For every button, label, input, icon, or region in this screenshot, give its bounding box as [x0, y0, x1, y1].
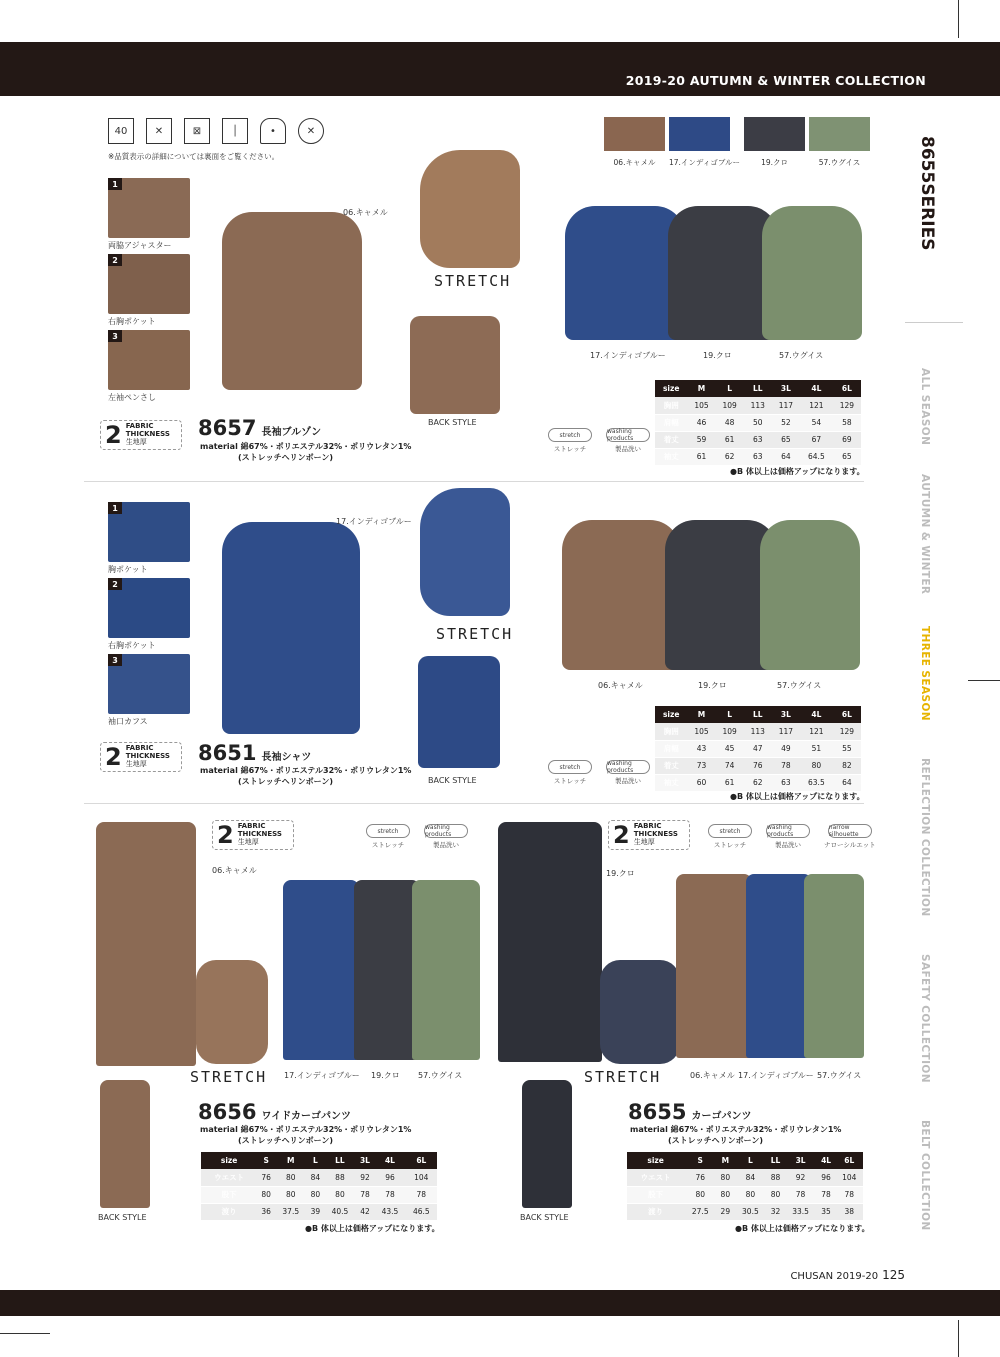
pants-green-image — [804, 874, 864, 1058]
product-title: 8657 長袖ブルゾン — [198, 416, 322, 440]
pants-green-image — [412, 880, 480, 1060]
swatch-green: 57.ウグイス — [809, 117, 870, 168]
pants-camel-image — [96, 822, 196, 1066]
tab-reflection-collection[interactable]: REFLECTION COLLECTION — [919, 758, 931, 917]
color-label: 57.ウグイス — [817, 1071, 862, 1080]
material: material 綿67%・ポリエステル32%・ポリウレタン1% (ストレッチヘリンボーン) — [200, 766, 412, 786]
back-style-label: BACK STYLE — [428, 418, 477, 427]
detail-2: 2 右胸ポケット — [108, 578, 190, 651]
wash-40-icon: 40 — [108, 118, 134, 144]
no-tumble-dry-icon: ⊠ — [184, 118, 210, 144]
jacket-camel-image — [222, 212, 362, 390]
stretch-icon: stretch — [366, 824, 410, 838]
stretch-pose-image — [420, 150, 520, 268]
size-table: size M L LL 3L 4L 6L 胸囲 105 109 113 117 121 129 肩幅 43 45 47 49 51 55 着丈 73 74 76 78 80 82 袖丈 60 61 62 63 63.5 64 — [655, 706, 861, 792]
shirt-green-image — [760, 520, 860, 670]
jacket-green-image — [762, 206, 862, 340]
shirt-camel-image — [562, 520, 680, 670]
feature-icons: stretch ストレッチ washing products 製品洗い — [366, 824, 468, 849]
jacket-color-label: 06.キャメル — [343, 208, 388, 217]
collection-title: 2019-20 AUTUMN & WINTER COLLECTION — [625, 73, 926, 88]
swatch-black: 19.クロ — [744, 117, 805, 168]
back-style-image — [522, 1080, 572, 1208]
stretch-label: STRETCH — [584, 1068, 662, 1086]
fabric-thickness-badge: 2 FABRIC THICKNESS 生地厚 — [212, 820, 294, 850]
detail-2: 2 右胸ポケット — [108, 254, 190, 327]
back-style-image — [100, 1080, 150, 1208]
product-title: 8655 カーゴパンツ — [628, 1100, 752, 1124]
detail-1: 1 両脇アジャスター — [108, 178, 190, 251]
color-label: 19.クロ — [703, 351, 732, 360]
footer-text: CHUSAN 2019-20 — [790, 1271, 879, 1282]
stretch-pose-image — [196, 960, 268, 1064]
pants-color-label: 19.クロ — [606, 869, 635, 878]
size-table: size M L LL 3L 4L 6L 胸囲 105 109 113 117 121 129 肩幅 46 48 50 52 54 58 着丈 59 61 63 65 67 69 袖丈 61 62 63 64 64.5 65 — [655, 380, 861, 466]
back-style-label: BACK STYLE — [98, 1213, 147, 1222]
back-style-label: BACK STYLE — [520, 1213, 569, 1222]
side-index — [905, 96, 965, 1260]
footer-bar — [0, 1290, 1000, 1316]
stretch-pose-image — [420, 488, 510, 616]
feature-icons: stretch ストレッチ washing products 製品洗い — [548, 760, 650, 785]
color-label: 57.ウグイス — [418, 1071, 463, 1080]
material: material 綿67%・ポリエステル32%・ポリウレタン1% (ストレッチヘリンボーン) — [200, 1125, 412, 1145]
stretch-label: STRETCH — [436, 625, 514, 643]
tab-three-season[interactable]: THREE SEASON — [919, 626, 931, 721]
color-label: 19.クロ — [371, 1071, 400, 1080]
no-dry-clean-icon: ✕ — [298, 118, 324, 144]
size-note: ●B 体以上は価格アップになります。 — [730, 792, 865, 801]
stretch-icon: stretch — [708, 824, 752, 838]
detail-1: 1 胸ポケット — [108, 502, 190, 575]
feature-icons: stretch ストレッチ washing products 製品洗い narrow silhouette ナローシルエット — [708, 824, 876, 849]
swatch-indigo: 17.インディゴブルー — [669, 117, 740, 168]
shirt-indigo-image — [222, 522, 360, 734]
pants-black-image — [498, 822, 602, 1062]
washing-icon: washing products — [766, 824, 810, 838]
material: material 綿67%・ポリエステル32%・ポリウレタン1% (ストレッチヘリンボーン) — [630, 1125, 842, 1145]
color-label: 06.キャメル — [690, 1071, 735, 1080]
tab-autumn-winter[interactable]: AUTUMN & WINTER — [919, 474, 931, 595]
color-label: 57.ウグイス — [779, 351, 824, 360]
no-bleach-icon: ✕ — [146, 118, 172, 144]
pants-indigo-image — [746, 874, 812, 1058]
jacket-indigo-image — [565, 206, 685, 340]
washing-icon: washing products — [424, 824, 468, 838]
color-swatches — [604, 117, 870, 168]
detail-3: 3 左袖ペンさし — [108, 330, 190, 403]
fabric-thickness-badge: 2 FABRIC THICKNESS 生地厚 — [608, 820, 690, 850]
size-table: size S M L LL 3L 4L 6L ウエスト 76 80 84 88 92 96 104 股下 80 80 80 80 78 78 78 渡り 36 37.5 39 40.5 42 43.5 46.5 — [201, 1152, 437, 1221]
series-label: 8655SERIES — [917, 136, 937, 251]
size-note: ●B 体以上は価格アップになります。 — [730, 467, 865, 476]
feature-icons: stretch ストレッチ washing products 製品洗い — [548, 428, 650, 453]
back-style-label: BACK STYLE — [428, 776, 477, 785]
detail-3: 3 袖口カフス — [108, 654, 190, 727]
page-number: 125 — [882, 1268, 905, 1282]
tab-safety-collection[interactable]: SAFETY COLLECTION — [919, 954, 931, 1083]
washing-icon: washing products — [606, 760, 650, 774]
stretch-icon: stretch — [548, 428, 592, 442]
back-style-image — [418, 656, 500, 768]
stretch-icon: stretch — [548, 760, 592, 774]
material: material 綿67%・ポリエステル32%・ポリウレタン1% (ストレッチヘリンボーン) — [200, 442, 412, 462]
shirt-color-label: 17.インディゴブルー — [336, 517, 412, 526]
care-icons — [108, 118, 324, 144]
color-label: 06.キャメル — [598, 681, 643, 690]
washing-icon: washing products — [606, 428, 650, 442]
hang-dry-icon: │ — [222, 118, 248, 144]
narrow-silhouette-icon: narrow silhouette — [828, 824, 872, 838]
swatch-camel: 06.キャメル — [604, 117, 665, 168]
color-label: 17.インディゴブルー — [284, 1071, 360, 1080]
product-title: 8651 長袖シャツ — [198, 741, 312, 765]
tab-belt-collection[interactable]: BELT COLLECTION — [919, 1120, 931, 1231]
stretch-label: STRETCH — [190, 1068, 268, 1086]
header-bar — [0, 42, 1000, 96]
color-label: 17.インディゴブルー — [590, 351, 666, 360]
pants-color-label: 06.キャメル — [212, 866, 257, 875]
size-note: ●B 体以上は価格アップになります。 — [735, 1224, 870, 1233]
iron-icon: • — [260, 118, 286, 144]
footer — [0, 1268, 905, 1282]
pants-black-image — [354, 880, 420, 1060]
color-label: 17.インディゴブルー — [738, 1071, 814, 1080]
pants-indigo-image — [283, 880, 359, 1060]
tab-all-season[interactable]: ALL SEASON — [919, 368, 931, 446]
color-label: 57.ウグイス — [777, 681, 822, 690]
care-note: ※品質表示の詳細については裏面をご覧ください。 — [108, 152, 280, 161]
fabric-thickness-badge: 2 FABRIC THICKNESS 生地厚 — [100, 742, 182, 772]
pants-camel-image — [676, 874, 752, 1058]
back-style-image — [410, 316, 500, 414]
product-title: 8656 ワイドカーゴパンツ — [198, 1100, 351, 1124]
color-label: 19.クロ — [698, 681, 727, 690]
stretch-pose-image — [600, 960, 680, 1064]
size-note: ●B 体以上は価格アップになります。 — [305, 1224, 440, 1233]
size-table: size S M L LL 3L 4L 6L ウエスト 76 80 84 88 92 96 104 股下 80 80 80 80 78 78 78 渡り 27.5 29 30.5 32 33.5 35 38 — [627, 1152, 863, 1221]
fabric-thickness-badge: 2 FABRIC THICKNESS 生地厚 — [100, 420, 182, 450]
stretch-label: STRETCH — [434, 272, 512, 290]
